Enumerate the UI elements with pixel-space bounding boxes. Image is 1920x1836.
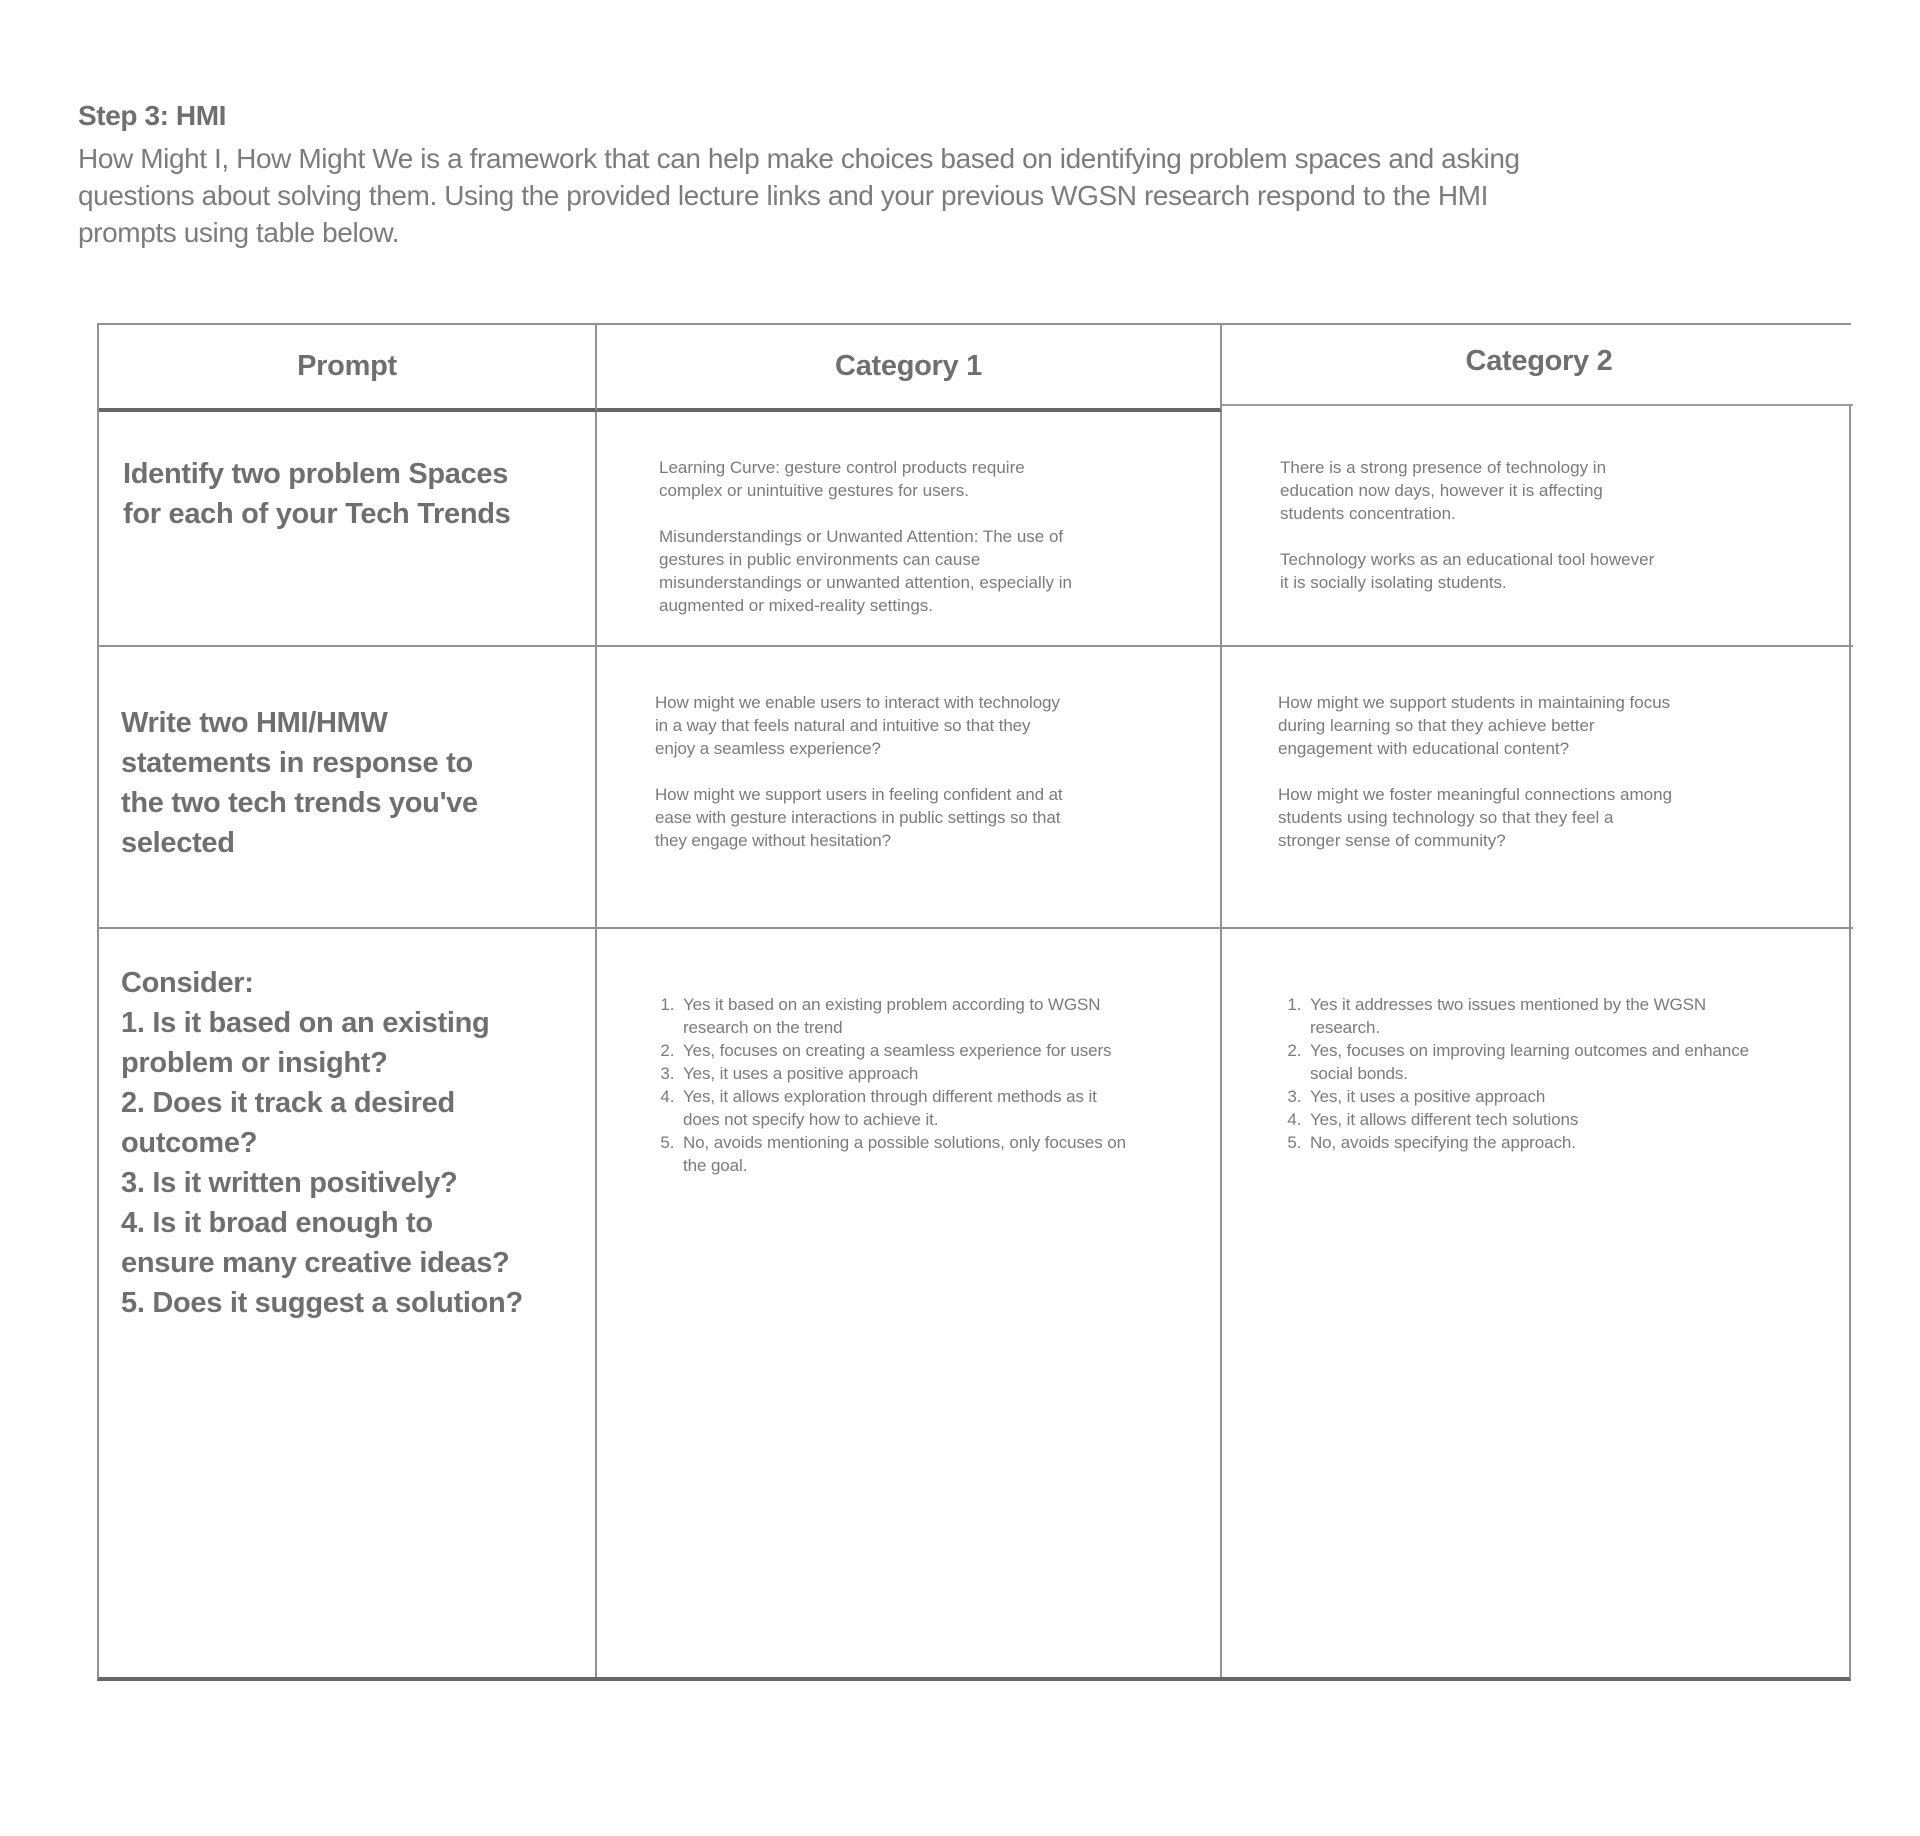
list-item: 5. No, avoids specifying the approach. bbox=[1306, 1131, 1761, 1154]
table-row3-prompt-cell bbox=[99, 929, 597, 1677]
list-item: 4. Yes, it allows different tech solutions bbox=[1306, 1108, 1761, 1131]
table-row1-prompt-cell bbox=[99, 412, 597, 647]
list-item: 2. Yes, focuses on creating a seamless experience for users bbox=[679, 1039, 1134, 1062]
row1-category2-paragraph: Technology works as an educational tool however it is socially isolating students. bbox=[1280, 550, 1655, 592]
row2-category2-paragraph: How might we support students in maintaining focus during learning so that they achieve better engagement with educational content? bbox=[1278, 693, 1671, 758]
page-title: Step 3: HMI bbox=[78, 100, 227, 131]
row3-prompt-item: 5. Does it suggest a solution? bbox=[121, 1287, 523, 1319]
header-label-prompt: Prompt bbox=[297, 350, 397, 382]
list-item: 3. Yes, it uses a positive approach bbox=[679, 1062, 1134, 1085]
intro-paragraph: How Might I, How Might We is a framework that can help make choices based on identifying problem spaces and asking questions about solving them. Using the provided lecture links and your previous WGSN research respond to the HMI prompts using table below. bbox=[78, 143, 1520, 248]
row3-prompt-heading: Consider: bbox=[121, 967, 254, 999]
hmw-table bbox=[97, 323, 1851, 1681]
table-row1-category2-cell bbox=[1222, 412, 1853, 647]
row1-category2-paragraph: There is a strong presence of technology in education now days, however it is affecting students concentration. bbox=[1280, 458, 1607, 523]
row2-prompt-text: Write two HMI/HMW statements in response to the two tech trends you've selected bbox=[121, 707, 478, 859]
row1-prompt-text: Identify two problem Spaces for each of your Tech Trends bbox=[123, 458, 511, 530]
header-cell-category2 bbox=[1222, 325, 1853, 412]
row1-category1-paragraph: Misunderstandings or Unwanted Attention: The use of gestures in public environments can cause misunderstandings or unwanted attention, especially in augmented or mixed-reality settings. bbox=[659, 527, 1072, 615]
list-item: 2. Yes, focuses on improving learning outcomes and enhance social bonds. bbox=[1306, 1039, 1761, 1085]
table-row3-category1-cell bbox=[597, 929, 1222, 1677]
row1-category1-paragraph: Learning Curve: gesture control products require complex or unintuitive gestures for users. bbox=[659, 458, 1025, 500]
row2-category1-paragraph: How might we support users in feeling confident and at ease with gesture interactions in public settings so that they engage without hesitation? bbox=[655, 785, 1063, 850]
list-item: 4. Yes, it allows exploration through different methods as it does not specify how to achieve it. bbox=[679, 1085, 1134, 1131]
table-row1-category1-cell bbox=[597, 412, 1222, 647]
table-row3-category2-cell bbox=[1222, 929, 1853, 1677]
table-row2-category1-cell bbox=[597, 647, 1222, 929]
row3-category1-list bbox=[645, 993, 1134, 1177]
header-label-category2: Category 2 bbox=[1465, 345, 1613, 377]
category2-header-box bbox=[1222, 325, 1853, 406]
list-item: 5. No, avoids mentioning a possible solutions, only focuses on the goal. bbox=[679, 1131, 1134, 1177]
row3-prompt-item: 2. Does it track a desired outcome? bbox=[121, 1087, 455, 1159]
table-row2-prompt-cell bbox=[99, 647, 597, 929]
row2-category2-paragraph: How might we foster meaningful connections among students using technology so that they feel a stronger sense of community? bbox=[1278, 785, 1673, 850]
row2-category1-paragraph: How might we enable users to interact with technology in a way that feels natural and intuitive so that they enjoy a seamless experience? bbox=[655, 693, 1060, 758]
header-label-category1: Category 1 bbox=[835, 350, 982, 382]
row3-prompt-item: 4. Is it broad enough to ensure many creative ideas? bbox=[121, 1207, 510, 1279]
row3-prompt-item: 3. Is it written positively? bbox=[121, 1167, 458, 1199]
list-item: 1. Yes it addresses two issues mentioned by the WGSN research. bbox=[1306, 993, 1761, 1039]
table-row2-category2-cell bbox=[1222, 647, 1853, 929]
header-cell-category1 bbox=[597, 325, 1222, 412]
list-item: 1. Yes it based on an existing problem according to WGSN research on the trend bbox=[679, 993, 1134, 1039]
header-cell-prompt bbox=[99, 325, 597, 412]
row3-category2-list bbox=[1272, 993, 1761, 1154]
row3-prompt-item: 1. Is it based on an existing problem or insight? bbox=[121, 1007, 490, 1079]
list-item: 3. Yes, it uses a positive approach bbox=[1306, 1085, 1761, 1108]
